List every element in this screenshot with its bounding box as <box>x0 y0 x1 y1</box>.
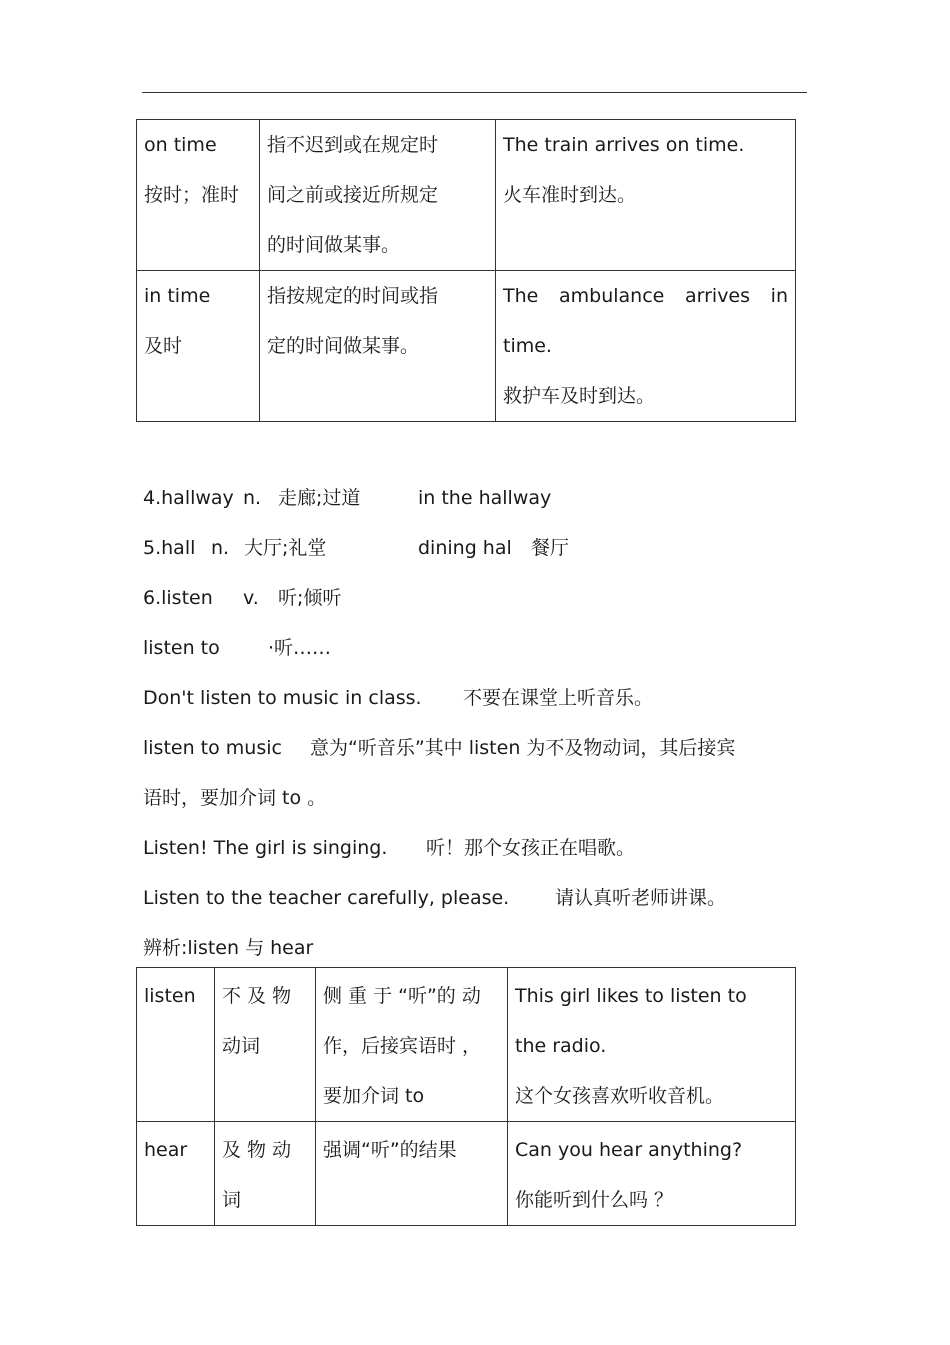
usage-note <box>143 733 735 760</box>
term-cell <box>137 120 260 271</box>
example-cell <box>496 120 796 271</box>
phrase: listen to music <box>143 737 282 759</box>
table-row <box>137 120 796 271</box>
usage-note-cont <box>143 783 326 810</box>
note: 意为“听音乐”其中 listen 为不及物动词，其后接宾 <box>310 737 736 759</box>
example-line: the radio. <box>515 1035 607 1057</box>
phrase: dining hal <box>418 537 512 559</box>
note-cell <box>316 968 508 1122</box>
meaning-line: 间之前或接近所规定 <box>267 184 439 206</box>
term: on time <box>144 134 217 156</box>
note-line: 作，后接宾语时 ， <box>323 1035 482 1057</box>
term: in time <box>144 285 211 307</box>
note-line: 强调“听”的结果 <box>323 1139 457 1161</box>
meaning-line: 指按规定的时间或指 <box>267 285 439 307</box>
example-line: time. <box>503 335 552 357</box>
type-cell <box>215 1122 316 1226</box>
pos: v. <box>243 587 259 609</box>
example-cell <box>496 271 796 422</box>
example-sentence <box>143 833 635 860</box>
meaning-cell <box>260 271 496 422</box>
type-line: 词 <box>222 1189 242 1211</box>
note: 语时，要加介词 to 。 <box>143 787 327 809</box>
vocab-hallway <box>143 483 551 510</box>
example-line: Can you hear anything? <box>515 1139 743 1161</box>
term-cn: 及时 <box>144 335 183 357</box>
meaning: 走廊;过道 <box>278 487 361 509</box>
note-line: 要加介词 to <box>323 1085 425 1107</box>
analysis-title-text: 辨析:listen 与 hear <box>143 937 314 959</box>
listen-to-phrase <box>143 633 331 660</box>
meaning-line: 的时间做某事。 <box>267 234 401 256</box>
phrase: in the hallway <box>418 487 552 509</box>
sentence-cn: 不要在课堂上听音乐。 <box>463 687 654 709</box>
word-cell <box>137 1122 215 1226</box>
type-line: 及 物 动 <box>222 1139 292 1161</box>
note-line: 侧 重 于 “听”的 动 <box>323 985 481 1007</box>
meaning-line: 指不迟到或在规定时 <box>267 134 439 156</box>
table-row <box>137 271 796 422</box>
header-rule <box>142 92 807 93</box>
phrase-cn: 餐厅 <box>531 537 570 559</box>
example-line: 这个女孩喜欢听收音机。 <box>515 1085 725 1107</box>
word: 6.listen <box>143 587 213 609</box>
term-cn: 按时；准时 <box>144 184 240 206</box>
word: listen <box>144 985 196 1007</box>
sentence-en: Listen! The girl is singing. <box>143 837 388 859</box>
meaning: 大厅;礼堂 <box>244 537 327 559</box>
phrase: listen to <box>143 637 220 659</box>
meaning-line: 定的时间做某事。 <box>267 335 420 357</box>
meaning: ·听…… <box>268 637 332 659</box>
table-row <box>137 968 796 1122</box>
example-cell <box>508 1122 796 1226</box>
vocab-hall <box>143 533 569 560</box>
sentence-cn: 听！那个女孩正在唱歌。 <box>426 837 636 859</box>
sentence-cn: 请认真听老师讲课。 <box>555 887 727 909</box>
note-cell <box>316 1122 508 1226</box>
example-line: The train arrives on time. <box>503 134 745 156</box>
example-line: This girl likes to listen to <box>515 985 747 1007</box>
word: 4.hallway <box>143 487 234 509</box>
pos: n. <box>243 487 262 509</box>
meaning: 听;倾听 <box>278 587 342 609</box>
word: 5.hall <box>143 537 196 559</box>
analysis-title <box>143 933 313 960</box>
sentence-en: Listen to the teacher carefully, please. <box>143 887 510 909</box>
example-sentence <box>143 683 653 710</box>
vocab-listen <box>143 583 341 610</box>
example-cell <box>508 968 796 1122</box>
listen-hear-table <box>136 967 796 1226</box>
example-line: The ambulance arrives in <box>503 285 788 307</box>
on-time-in-time-table <box>136 119 796 422</box>
example-sentence <box>143 883 726 910</box>
type-line: 不 及 物 <box>222 985 292 1007</box>
example-line: 你能听到什么吗 ？ <box>515 1189 674 1211</box>
meaning-cell <box>260 120 496 271</box>
table-row <box>137 1122 796 1226</box>
type-line: 动词 <box>222 1035 261 1057</box>
term-cell <box>137 271 260 422</box>
example-line: 火车准时到达。 <box>503 184 637 206</box>
pos: n. <box>211 537 230 559</box>
sentence-en: Don't listen to music in class. <box>143 687 422 709</box>
word: hear <box>144 1139 188 1161</box>
type-cell <box>215 968 316 1122</box>
example-line: 救护车及时到达。 <box>503 385 656 407</box>
word-cell <box>137 968 215 1122</box>
